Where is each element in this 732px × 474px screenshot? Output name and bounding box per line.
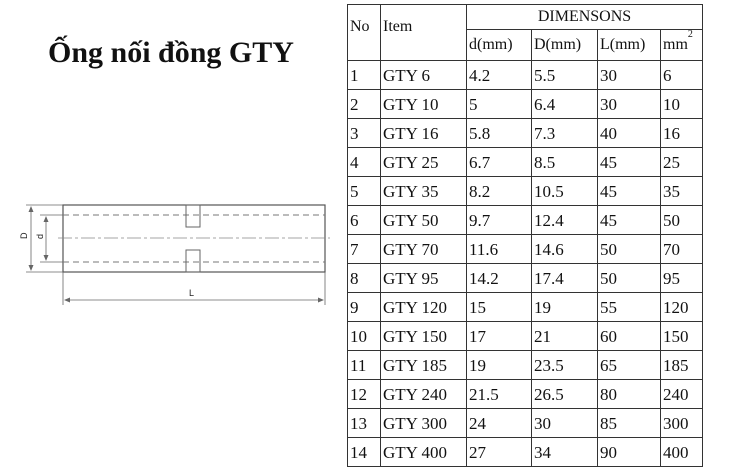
row-cross-section: 35 (661, 177, 703, 206)
row-length: 50 (598, 235, 661, 264)
row-length: 65 (598, 351, 661, 380)
row-length: 50 (598, 264, 661, 293)
table-row (348, 119, 703, 148)
table-row (348, 264, 703, 293)
header-dimensions-group: DIMENSONS (467, 5, 703, 30)
row-inner-diameter: 24 (467, 409, 532, 438)
row-outer-diameter: 7.3 (532, 119, 598, 148)
row-cross-section: 95 (661, 264, 703, 293)
row-outer-diameter: 21 (532, 322, 598, 351)
dim-D-label: D (19, 232, 29, 239)
row-inner-diameter: 15 (467, 293, 532, 322)
table-header-row (348, 5, 703, 30)
row-number: 4 (348, 148, 381, 177)
row-cross-section: 400 (661, 438, 703, 467)
row-length: 85 (598, 409, 661, 438)
dim-d-arrow-top (44, 216, 49, 222)
header-no: No (348, 5, 381, 61)
dim-D-arrow-top (29, 206, 34, 212)
row-outer-diameter: 14.6 (532, 235, 598, 264)
dim-D-arrow-bottom (29, 265, 34, 271)
row-cross-section: 150 (661, 322, 703, 351)
row-length: 55 (598, 293, 661, 322)
header-length: L(mm) (598, 30, 661, 61)
row-item: GTY 35 (381, 177, 467, 206)
row-outer-diameter: 17.4 (532, 264, 598, 293)
row-outer-diameter: 19 (532, 293, 598, 322)
row-item: GTY 240 (381, 380, 467, 409)
row-outer-diameter: 23.5 (532, 351, 598, 380)
row-outer-diameter: 34 (532, 438, 598, 467)
row-inner-diameter: 4.2 (467, 61, 532, 90)
row-item: GTY 185 (381, 351, 467, 380)
row-number: 1 (348, 61, 381, 90)
row-length: 80 (598, 380, 661, 409)
row-number: 13 (348, 409, 381, 438)
header-cross-section (661, 30, 703, 61)
row-number: 14 (348, 438, 381, 467)
dimensions-table (347, 4, 703, 467)
table-row (348, 90, 703, 119)
row-cross-section: 300 (661, 409, 703, 438)
row-length: 60 (598, 322, 661, 351)
row-length: 45 (598, 206, 661, 235)
row-outer-diameter: 10.5 (532, 177, 598, 206)
row-inner-diameter: 9.7 (467, 206, 532, 235)
row-outer-diameter: 30 (532, 409, 598, 438)
center-stop-top (186, 205, 200, 227)
row-item: GTY 10 (381, 90, 467, 119)
row-number: 6 (348, 206, 381, 235)
row-cross-section: 50 (661, 206, 703, 235)
dim-d-arrow-bottom (44, 255, 49, 261)
page-title: Ống nối đồng GTY (48, 36, 294, 69)
row-number: 9 (348, 293, 381, 322)
table-row (348, 438, 703, 467)
row-number: 2 (348, 90, 381, 119)
table-row (348, 351, 703, 380)
table-row (348, 322, 703, 351)
row-item: GTY 25 (381, 148, 467, 177)
row-number: 3 (348, 119, 381, 148)
row-inner-diameter: 27 (467, 438, 532, 467)
row-length: 45 (598, 177, 661, 206)
row-number: 7 (348, 235, 381, 264)
table-row (348, 61, 703, 90)
header-outer-diameter: D(mm) (532, 30, 598, 61)
row-number: 12 (348, 380, 381, 409)
row-cross-section: 240 (661, 380, 703, 409)
row-item: GTY 6 (381, 61, 467, 90)
row-length: 45 (598, 148, 661, 177)
row-inner-diameter: 8.2 (467, 177, 532, 206)
row-cross-section: 6 (661, 61, 703, 90)
table-row (348, 235, 703, 264)
row-outer-diameter: 5.5 (532, 61, 598, 90)
connector-diagram-svg (0, 0, 340, 474)
table-row (348, 409, 703, 438)
dim-L-arrow-left (64, 298, 70, 303)
row-number: 5 (348, 177, 381, 206)
row-outer-diameter: 8.5 (532, 148, 598, 177)
row-length: 30 (598, 90, 661, 119)
row-inner-diameter: 14.2 (467, 264, 532, 293)
row-inner-diameter: 19 (467, 351, 532, 380)
connector-drawing (0, 0, 340, 474)
row-cross-section: 120 (661, 293, 703, 322)
header-cross-section-exponent: 2 (687, 29, 693, 40)
row-outer-diameter: 26.5 (532, 380, 598, 409)
row-cross-section: 10 (661, 90, 703, 119)
row-inner-diameter: 11.6 (467, 235, 532, 264)
row-item: GTY 50 (381, 206, 467, 235)
row-number: 11 (348, 351, 381, 380)
dim-d-label: d (35, 233, 45, 239)
header-cross-section-unit: mm (663, 36, 688, 53)
row-outer-diameter: 12.4 (532, 206, 598, 235)
dim-L-arrow-right (318, 298, 324, 303)
row-item: GTY 400 (381, 438, 467, 467)
row-outer-diameter: 6.4 (532, 90, 598, 119)
row-inner-diameter: 17 (467, 322, 532, 351)
row-inner-diameter: 21.5 (467, 380, 532, 409)
table-body (348, 61, 703, 467)
row-item: GTY 16 (381, 119, 467, 148)
header-item: Item (381, 5, 467, 61)
row-inner-diameter: 5 (467, 90, 532, 119)
row-number: 10 (348, 322, 381, 351)
dim-L-label: L (189, 288, 195, 298)
row-item: GTY 70 (381, 235, 467, 264)
row-inner-diameter: 6.7 (467, 148, 532, 177)
row-cross-section: 16 (661, 119, 703, 148)
table-row (348, 206, 703, 235)
row-inner-diameter: 5.8 (467, 119, 532, 148)
row-item: GTY 150 (381, 322, 467, 351)
table-row (348, 177, 703, 206)
table-row (348, 380, 703, 409)
header-inner-diameter: d(mm) (467, 30, 532, 61)
row-item: GTY 300 (381, 409, 467, 438)
table-row (348, 293, 703, 322)
row-number: 8 (348, 264, 381, 293)
row-item: GTY 120 (381, 293, 467, 322)
row-item: GTY 95 (381, 264, 467, 293)
row-cross-section: 70 (661, 235, 703, 264)
row-length: 30 (598, 61, 661, 90)
row-cross-section: 185 (661, 351, 703, 380)
row-length: 40 (598, 119, 661, 148)
row-length: 90 (598, 438, 661, 467)
row-cross-section: 25 (661, 148, 703, 177)
center-stop-bottom (186, 250, 200, 272)
table-row (348, 148, 703, 177)
